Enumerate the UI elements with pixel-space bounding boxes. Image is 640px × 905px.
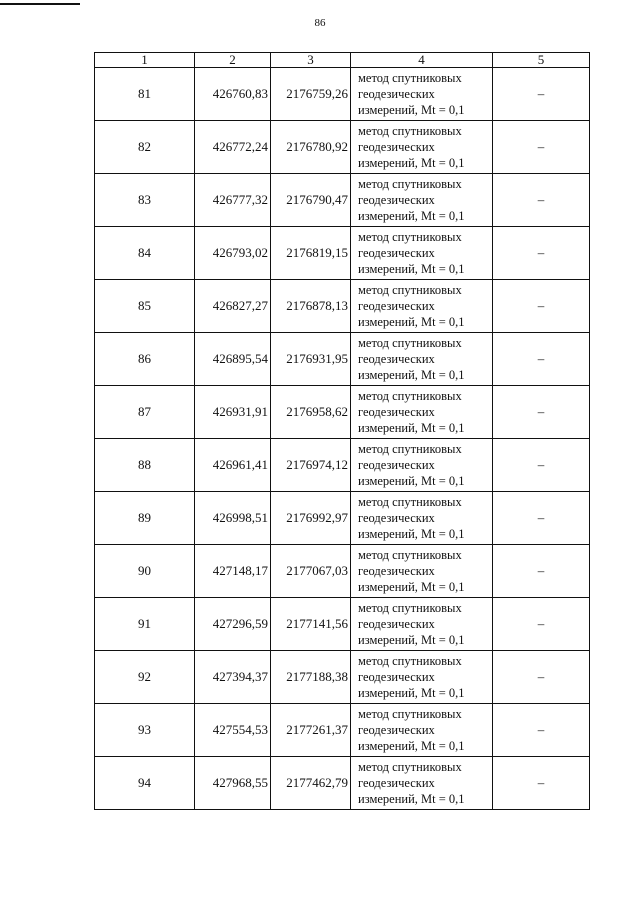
method-line: измерений, Mt = 0,1 bbox=[358, 474, 465, 488]
method-line: измерений, Mt = 0,1 bbox=[358, 262, 465, 276]
x-coordinate-cell: 427968,55 bbox=[195, 757, 271, 810]
y-coordinate-cell: 2176819,15 bbox=[271, 227, 351, 280]
point-number-cell: 81 bbox=[95, 68, 195, 121]
note-cell: – bbox=[493, 227, 590, 280]
method-line: метод спутниковых bbox=[358, 389, 462, 403]
method-cell bbox=[351, 121, 493, 174]
method-cell bbox=[351, 333, 493, 386]
note-cell: – bbox=[493, 386, 590, 439]
y-coordinate-cell: 2177462,79 bbox=[271, 757, 351, 810]
method-line: измерений, Mt = 0,1 bbox=[358, 527, 465, 541]
point-number-cell: 88 bbox=[95, 439, 195, 492]
x-coordinate-cell: 427554,53 bbox=[195, 704, 271, 757]
method-line: измерений, Mt = 0,1 bbox=[358, 739, 465, 753]
method-line: метод спутниковых bbox=[358, 71, 462, 85]
method-line: геодезических bbox=[358, 405, 435, 419]
table-row bbox=[95, 704, 590, 757]
method-line: измерений, Mt = 0,1 bbox=[358, 686, 465, 700]
note-cell: – bbox=[493, 174, 590, 227]
y-coordinate-cell: 2176759,26 bbox=[271, 68, 351, 121]
table-row bbox=[95, 439, 590, 492]
x-coordinate-cell: 426895,54 bbox=[195, 333, 271, 386]
x-coordinate-cell: 427296,59 bbox=[195, 598, 271, 651]
method-cell bbox=[351, 651, 493, 704]
method-cell bbox=[351, 68, 493, 121]
y-coordinate-cell: 2176878,13 bbox=[271, 280, 351, 333]
method-cell bbox=[351, 598, 493, 651]
y-coordinate-cell: 2176992,97 bbox=[271, 492, 351, 545]
table-row bbox=[95, 68, 590, 121]
method-line: измерений, Mt = 0,1 bbox=[358, 792, 465, 806]
y-coordinate-cell: 2176974,12 bbox=[271, 439, 351, 492]
method-line: измерений, Mt = 0,1 bbox=[358, 633, 465, 647]
header-col-4: 4 bbox=[351, 53, 493, 68]
coordinates-table bbox=[94, 52, 590, 810]
x-coordinate-cell: 426760,83 bbox=[195, 68, 271, 121]
method-cell bbox=[351, 439, 493, 492]
method-cell bbox=[351, 704, 493, 757]
method-line: метод спутниковых bbox=[358, 601, 462, 615]
method-line: геодезических bbox=[358, 299, 435, 313]
method-line: геодезических bbox=[358, 193, 435, 207]
header-col-1: 1 bbox=[95, 53, 195, 68]
x-coordinate-cell: 427394,37 bbox=[195, 651, 271, 704]
method-line: измерений, Mt = 0,1 bbox=[358, 315, 465, 329]
method-line: метод спутниковых bbox=[358, 177, 462, 191]
y-coordinate-cell: 2177141,56 bbox=[271, 598, 351, 651]
method-line: геодезических bbox=[358, 140, 435, 154]
table-row bbox=[95, 651, 590, 704]
method-line: метод спутниковых bbox=[358, 707, 462, 721]
point-number-cell: 89 bbox=[95, 492, 195, 545]
method-line: измерений, Mt = 0,1 bbox=[358, 103, 465, 117]
table-row bbox=[95, 121, 590, 174]
point-number-cell: 94 bbox=[95, 757, 195, 810]
note-cell: – bbox=[493, 704, 590, 757]
header-col-3: 3 bbox=[271, 53, 351, 68]
note-cell: – bbox=[493, 333, 590, 386]
table-header-row bbox=[95, 53, 590, 68]
point-number-cell: 91 bbox=[95, 598, 195, 651]
method-cell bbox=[351, 174, 493, 227]
point-number-cell: 93 bbox=[95, 704, 195, 757]
method-line: метод спутниковых bbox=[358, 230, 462, 244]
note-cell: – bbox=[493, 651, 590, 704]
method-line: метод спутниковых bbox=[358, 124, 462, 138]
method-cell bbox=[351, 492, 493, 545]
x-coordinate-cell: 426961,41 bbox=[195, 439, 271, 492]
method-line: метод спутниковых bbox=[358, 442, 462, 456]
table-row bbox=[95, 598, 590, 651]
note-cell: – bbox=[493, 439, 590, 492]
method-line: геодезических bbox=[358, 776, 435, 790]
method-line: метод спутниковых bbox=[358, 548, 462, 562]
table-row bbox=[95, 333, 590, 386]
method-line: геодезических bbox=[358, 246, 435, 260]
x-coordinate-cell: 426931,91 bbox=[195, 386, 271, 439]
y-coordinate-cell: 2176931,95 bbox=[271, 333, 351, 386]
method-line: геодезических bbox=[358, 87, 435, 101]
method-line: метод спутниковых bbox=[358, 283, 462, 297]
method-cell bbox=[351, 757, 493, 810]
note-cell: – bbox=[493, 121, 590, 174]
table-row bbox=[95, 386, 590, 439]
note-cell: – bbox=[493, 598, 590, 651]
x-coordinate-cell: 427148,17 bbox=[195, 545, 271, 598]
y-coordinate-cell: 2176958,62 bbox=[271, 386, 351, 439]
table-row bbox=[95, 545, 590, 598]
header-col-2: 2 bbox=[195, 53, 271, 68]
method-cell bbox=[351, 227, 493, 280]
table-row bbox=[95, 280, 590, 333]
y-coordinate-cell: 2177067,03 bbox=[271, 545, 351, 598]
note-cell: – bbox=[493, 757, 590, 810]
method-line: измерений, Mt = 0,1 bbox=[358, 368, 465, 382]
point-number-cell: 84 bbox=[95, 227, 195, 280]
point-number-cell: 90 bbox=[95, 545, 195, 598]
method-line: измерений, Mt = 0,1 bbox=[358, 580, 465, 594]
note-cell: – bbox=[493, 68, 590, 121]
table-row bbox=[95, 492, 590, 545]
method-line: измерений, Mt = 0,1 bbox=[358, 156, 465, 170]
page-number: 86 bbox=[314, 17, 326, 29]
method-line: метод спутниковых bbox=[358, 654, 462, 668]
top-rule bbox=[0, 3, 80, 5]
method-line: метод спутниковых bbox=[358, 760, 462, 774]
point-number-cell: 92 bbox=[95, 651, 195, 704]
header-col-5: 5 bbox=[493, 53, 590, 68]
method-line: геодезических bbox=[358, 617, 435, 631]
method-line: измерений, Mt = 0,1 bbox=[358, 209, 465, 223]
method-line: геодезических bbox=[358, 564, 435, 578]
x-coordinate-cell: 426998,51 bbox=[195, 492, 271, 545]
table-body bbox=[95, 68, 590, 810]
point-number-cell: 83 bbox=[95, 174, 195, 227]
method-line: геодезических bbox=[358, 352, 435, 366]
point-number-cell: 85 bbox=[95, 280, 195, 333]
point-number-cell: 86 bbox=[95, 333, 195, 386]
method-cell bbox=[351, 280, 493, 333]
table-row bbox=[95, 757, 590, 810]
y-coordinate-cell: 2176790,47 bbox=[271, 174, 351, 227]
table-row bbox=[95, 227, 590, 280]
method-line: геодезических bbox=[358, 670, 435, 684]
x-coordinate-cell: 426827,27 bbox=[195, 280, 271, 333]
table-row bbox=[95, 174, 590, 227]
method-line: метод спутниковых bbox=[358, 336, 462, 350]
y-coordinate-cell: 2176780,92 bbox=[271, 121, 351, 174]
method-line: измерений, Mt = 0,1 bbox=[358, 421, 465, 435]
method-line: геодезических bbox=[358, 723, 435, 737]
point-number-cell: 82 bbox=[95, 121, 195, 174]
note-cell: – bbox=[493, 280, 590, 333]
x-coordinate-cell: 426772,24 bbox=[195, 121, 271, 174]
point-number-cell: 87 bbox=[95, 386, 195, 439]
method-line: метод спутниковых bbox=[358, 495, 462, 509]
method-cell bbox=[351, 545, 493, 598]
x-coordinate-cell: 426777,32 bbox=[195, 174, 271, 227]
y-coordinate-cell: 2177261,37 bbox=[271, 704, 351, 757]
y-coordinate-cell: 2177188,38 bbox=[271, 651, 351, 704]
method-cell bbox=[351, 386, 493, 439]
method-line: геодезических bbox=[358, 511, 435, 525]
x-coordinate-cell: 426793,02 bbox=[195, 227, 271, 280]
note-cell: – bbox=[493, 492, 590, 545]
method-line: геодезических bbox=[358, 458, 435, 472]
note-cell: – bbox=[493, 545, 590, 598]
